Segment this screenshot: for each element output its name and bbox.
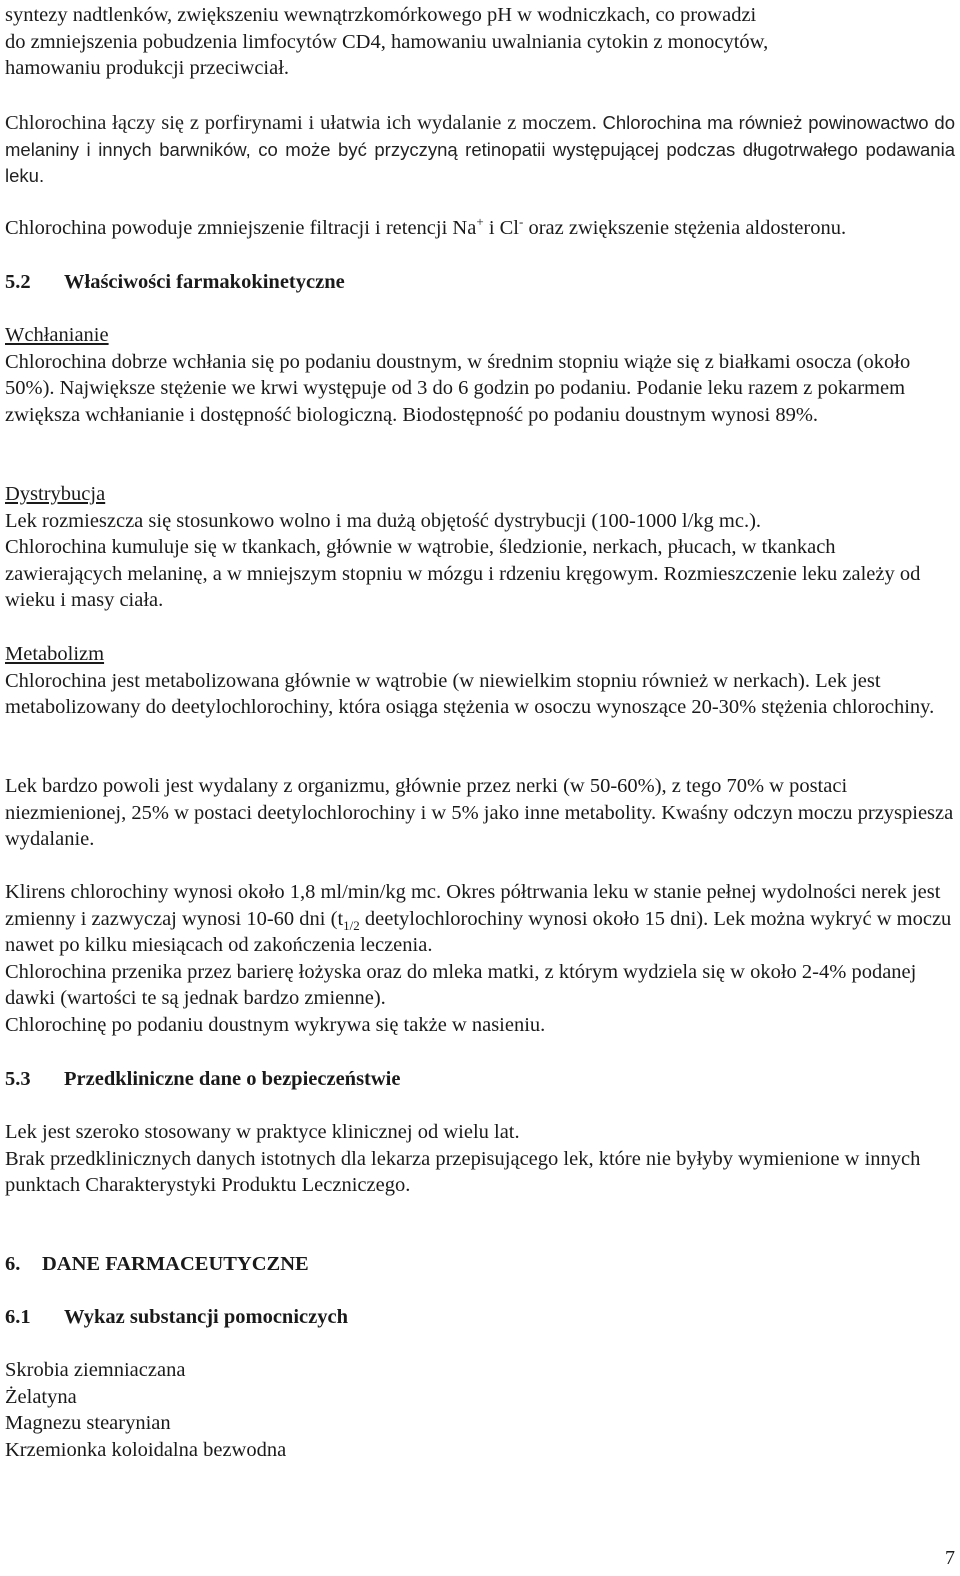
section-title: Wykaz substancji pomocniczych — [64, 1306, 348, 1328]
text-span: Chlorochina powoduje zmniejszenie filtracji i retencji Na — [5, 217, 477, 239]
section-number: 6.1 — [5, 1306, 31, 1328]
paragraph-text: Chlorochinę po podaniu doustnym wykrywa się także w nasieniu. — [5, 1013, 546, 1036]
paragraph-filtracja — [5, 215, 955, 242]
paragraph-text: Lek jest szeroko stosowany w praktyce klinicznej od wielu lat. — [5, 1121, 520, 1143]
text-span: oraz zwiększenie stężenia aldosteronu. — [523, 217, 847, 239]
paragraph-text: Chlorochina dobrze wchłania się po podaniu doustnym, w średnim stopniu wiąże się z białkami osocza (około 50%). Największe stężenie we krwi występuje od 3 do 6 godzin po podaniu. Podanie leku razem z pokarmem zwiększa wchłanianie i dostępność biologiczną. Biodostępność po podaniu doustnym wynosi 89%. — [5, 350, 911, 426]
paragraph-mechanism — [5, 2, 955, 82]
subsection-heading: Wchłanianie — [5, 324, 109, 346]
section-number: 5.2 — [5, 271, 31, 293]
subsection-wchlanianie — [5, 322, 955, 428]
section-number: 5.3 — [5, 1068, 31, 1090]
text-line: do zmniejszenia pobudzenia limfocytów CD4, hamowaniu uwalniania cytokin z monocytów, — [5, 30, 769, 53]
section-heading-5-3 — [5, 1066, 955, 1093]
section-heading-6 — [5, 1251, 955, 1278]
section-number: 6. — [5, 1253, 21, 1275]
paragraph-text: Lek bardzo powoli jest wydalany z organizmu, głównie przez nerki (w 50-60%), z tego 70% w postaci niezmienionej, 25% w postaci deetylochlorochiny i w 5% jako inne metabolity. Kwaśny odczyn moczu przyspiesza wydalanie. — [5, 775, 954, 851]
paragraph-wydalanie — [5, 773, 955, 853]
paragraph-text — [5, 879, 955, 959]
section-heading-6-1 — [5, 1304, 955, 1331]
text-span: deetylochlorochiny wynosi około 15 dni). Lek można wykryć w moczu nawet po kilku miesiącach od zakończenia leczenia. — [5, 907, 952, 957]
page-number: 7 — [945, 1547, 955, 1569]
subsection-heading: Dystrybucja — [5, 483, 106, 505]
paragraph-text: Brak przedklinicznych danych istotnych dla lekarza przepisującego lek, które nie byłyby wymienione w innych punktach Charakterystyki Produktu Leczniczego. — [5, 1147, 921, 1197]
section-title: Przedkliniczne dane o bezpieczeństwie — [64, 1068, 401, 1090]
subscript: 1/2 — [343, 917, 360, 933]
paragraph-text: Chlorochina przenika przez barierę łożyska oraz do mleka matki, z którym wydziela się w około 2-4% podanej dawki (wartości te są jednak bardzo zmienne). — [5, 960, 917, 1010]
paragraph-5-3 — [5, 1119, 955, 1199]
melanina-text: Chlorochina ma również powinowactwo do melaniny i innych barwników, co może być przyczyną retinopatii występującej podczas długotrwałego podawania leku. — [5, 112, 955, 187]
paragraph-text: Lek rozmieszcza się stosunkowo wolno i ma dużą objętość dystrybucji (100-1000 l/kg mc.). — [5, 509, 762, 532]
superscript: - — [519, 214, 524, 230]
paragraph-klirens — [5, 879, 955, 1039]
text-line: syntezy nadtlenków, zwiększeniu wewnątrzkomórkowego pH w wodniczkach, co prowadzi — [5, 4, 757, 26]
porfiryny-text: Chlorochina łączy się z porfirynami i ułatwia ich wydalanie z moczem. — [5, 112, 603, 134]
list-item: Magnezu stearynian — [5, 1412, 171, 1435]
text-span: Klirens chlorochiny wynosi około 1,8 ml/min/kg mc. Okres półtrwania leku w stanie pełnej wydolności nerek jest zmienny i zazwyczaj wynosi 10-60 dni (t — [5, 881, 941, 930]
text-line: hamowaniu produkcji przeciwciał. — [5, 57, 290, 80]
paragraph-text — [5, 110, 955, 190]
list-item: Krzemionka koloidalna bezwodna — [5, 1438, 287, 1461]
section-title: DANE FARMACEUTYCZNE — [42, 1253, 309, 1275]
excipients-list — [5, 1357, 955, 1463]
subsection-heading: Metabolizm — [5, 643, 105, 665]
section-title: Właściwości farmakokinetyczne — [64, 271, 345, 293]
list-item: Skrobia ziemniaczana — [5, 1359, 186, 1381]
paragraph-text — [5, 215, 955, 242]
superscript: + — [476, 214, 484, 230]
subsection-dystrybucja — [5, 481, 955, 614]
list-item: Żelatyna — [5, 1385, 77, 1408]
paragraph-text: Chlorochina kumuluje się w tkankach, głównie w wątrobie, śledzionie, nerkach, płucach, w tkankach zawierających melaninę, a w mniejszym stopniu w mózgu i rdzeniu kręgowym. Rozmieszczenie leku zależy od wieku i masy ciała. — [5, 536, 921, 612]
paragraph-porfiryny-melanina — [5, 110, 955, 190]
subsection-metabolizm — [5, 641, 955, 721]
text-span: i Cl — [483, 217, 520, 239]
paragraph-text: Chlorochina jest metabolizowana głównie w wątrobie (w niewielkim stopniu również w nerkach). Lek jest metabolizowany do deetylochlorochiny, która osiąga stężenia w osoczu wynoszące 20-30% stężenia chlorochiny. — [5, 669, 935, 719]
section-heading-5-2 — [5, 269, 955, 296]
